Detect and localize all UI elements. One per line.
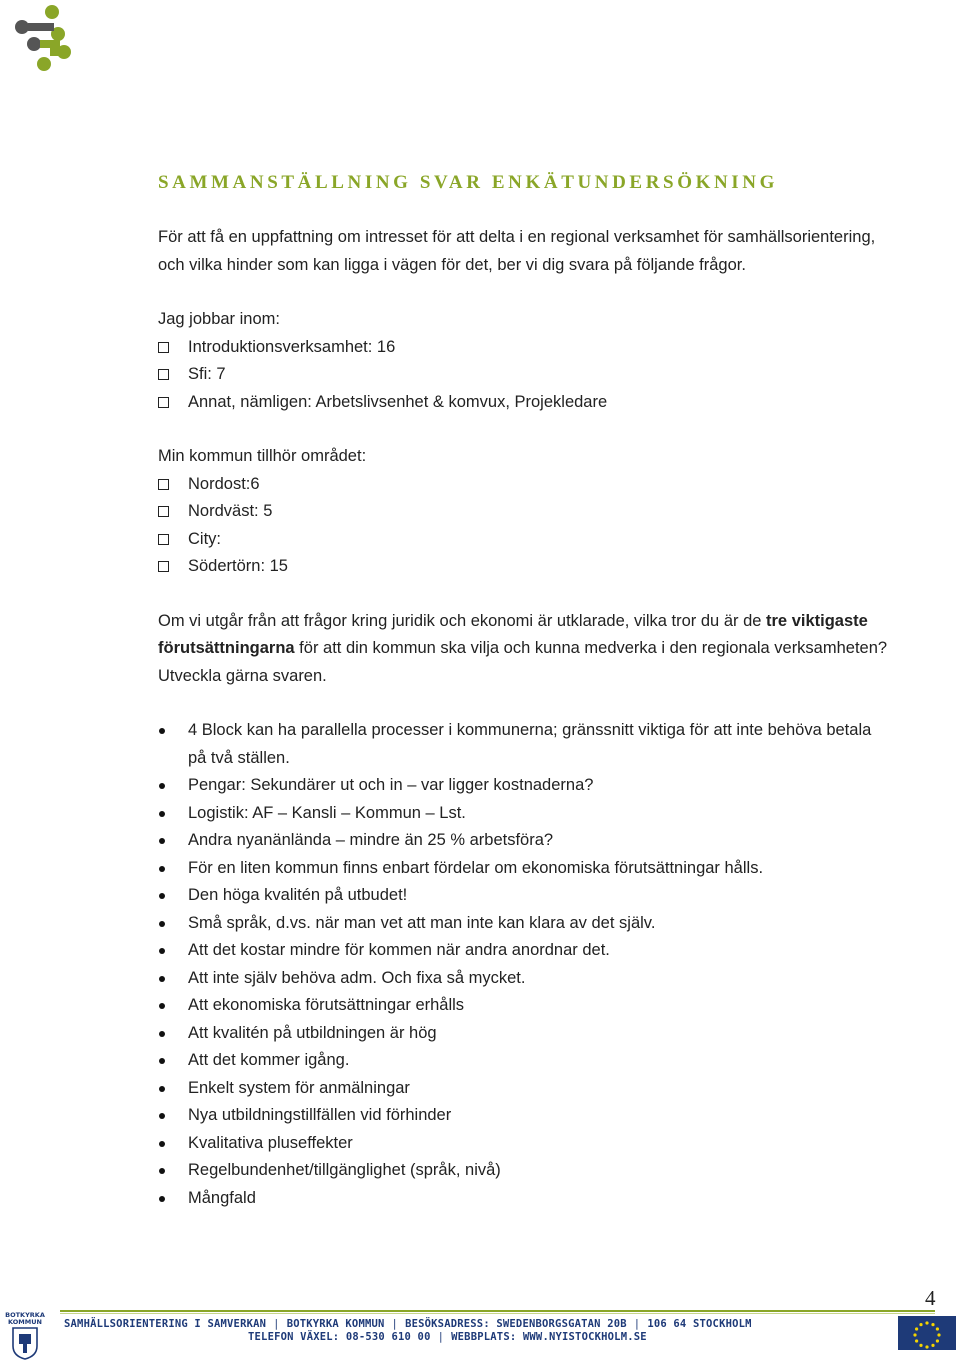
- bullet-icon: [159, 893, 165, 899]
- list-item: Att inte själv behöva adm. Och fixa så mycket.: [158, 965, 888, 993]
- list-item: Andra nyanänlända – mindre än 25 % arbetsföra?: [158, 827, 888, 855]
- checkbox-option: City:: [158, 526, 888, 554]
- list-item: Att kvalitén på utbildningen är hög: [158, 1020, 888, 1048]
- bullet-icon: [159, 921, 165, 927]
- page-number: 4: [925, 1286, 936, 1310]
- footer-line-1: SAMHÄLLSORIENTERING I SAMVERKAN | BOTKYRKA KOMMUN | BESÖKSADRESS: SWEDENBORGSGATAN 20B | 106 64 STOCKHOLM: [64, 1318, 752, 1330]
- bullet-icon: [159, 1196, 165, 1202]
- checkbox-icon: [158, 506, 169, 517]
- bullet-icon: [159, 1141, 165, 1147]
- bullet-icon: [159, 1168, 165, 1174]
- bullet-icon: [159, 1113, 165, 1119]
- checkbox-icon: [158, 561, 169, 572]
- bullet-icon: [159, 811, 165, 817]
- list-item: Att ekonomiska förutsättningar erhålls: [158, 992, 888, 1020]
- checkbox-icon: [158, 479, 169, 490]
- footer-line-2: TELEFON VÄXEL: 08-530 610 00 | WEBBPLATS: WWW.NYISTOCKHOLM.SE: [248, 1331, 647, 1343]
- question-area: [158, 443, 888, 581]
- checkbox-option: Sfi: 7: [158, 361, 888, 389]
- checkbox-icon: [158, 534, 169, 545]
- checkbox-option: Nordost:6: [158, 471, 888, 499]
- checkbox-icon: [158, 397, 169, 408]
- bullet-icon: [159, 1031, 165, 1037]
- footer-divider: [60, 1310, 935, 1312]
- list-item: Pengar: Sekundärer ut och in – var ligger kostnaderna?: [158, 772, 888, 800]
- list-item: Den höga kvalitén på utbudet!: [158, 882, 888, 910]
- bullet-icon: [159, 1058, 165, 1064]
- page-heading: SAMMANSTÄLLNING SVAR ENKÄTUNDERSÖKNING: [158, 172, 778, 193]
- checkbox-option: Introduktionsverksamhet: 16: [158, 334, 888, 362]
- question-prerequisites: Om vi utgår från att frågor kring juridik och ekonomi är utklarade, vilka tror du är de tre viktigaste förutsättningarna för att din kommun ska vilja och kunna medverka i den regionala verksamheten? Utveckla gärna svaren.: [158, 611, 888, 685]
- bullet-icon: [159, 728, 165, 734]
- intro-paragraph: För att få en uppfattning om intresset för att delta i en regional verksamhet för samhällsorientering, och vilka hinder som kan ligga i vägen för det, ber vi dig svara på följande frågor.: [158, 228, 876, 274]
- organization-logo: [14, 4, 76, 72]
- list-item: 4 Block kan ha parallella processer i kommunerna; gränssnitt viktiga för att inte behöva betala på två ställen.: [158, 717, 888, 772]
- bullet-icon: [159, 838, 165, 844]
- checkbox-option: Nordväst: 5: [158, 498, 888, 526]
- coat-of-arms-icon: [11, 1326, 39, 1360]
- question-label: Jag jobbar inom:: [158, 310, 280, 328]
- bullet-icon: [159, 1086, 165, 1092]
- checkbox-icon: [158, 342, 169, 353]
- checkbox-option: Södertörn: 15: [158, 553, 888, 581]
- list-item: Logistik: AF – Kansli – Kommun – Lst.: [158, 800, 888, 828]
- answers-list: [158, 717, 888, 1212]
- question-workplace: [158, 306, 888, 416]
- list-item: Mångfald: [158, 1185, 888, 1213]
- list-item: Kvalitativa pluseffekter: [158, 1130, 888, 1158]
- list-item: För en liten kommun finns enbart fördelar om ekonomiska förutsättningar hålls.: [158, 855, 888, 883]
- list-item: Nya utbildningstillfällen vid förhinder: [158, 1102, 888, 1130]
- list-item: Att det kostar mindre för kommen när andra anordnar det.: [158, 937, 888, 965]
- list-item: Att det kommer igång.: [158, 1047, 888, 1075]
- checkbox-option: Annat, nämligen: Arbetslivsenhet & komvux, Projekledare: [158, 389, 888, 417]
- bullet-icon: [159, 783, 165, 789]
- municipality-logo: BOTKYRKA KOMMUN: [2, 1312, 48, 1364]
- bullet-icon: [159, 948, 165, 954]
- list-item: Regelbundenhet/tillgänglighet (språk, nivå): [158, 1157, 888, 1185]
- footer-divider-thin: [60, 1313, 935, 1314]
- list-item: Små språk, d.vs. när man vet att man inte kan klara av det själv.: [158, 910, 888, 938]
- question-label: Min kommun tillhör området:: [158, 447, 367, 465]
- checkbox-icon: [158, 369, 169, 380]
- bullet-icon: [159, 976, 165, 982]
- list-item: Enkelt system för anmälningar: [158, 1075, 888, 1103]
- bullet-icon: [159, 1003, 165, 1009]
- document-body: [158, 224, 888, 1212]
- bullet-icon: [159, 866, 165, 872]
- eu-flag-icon: [898, 1316, 956, 1364]
